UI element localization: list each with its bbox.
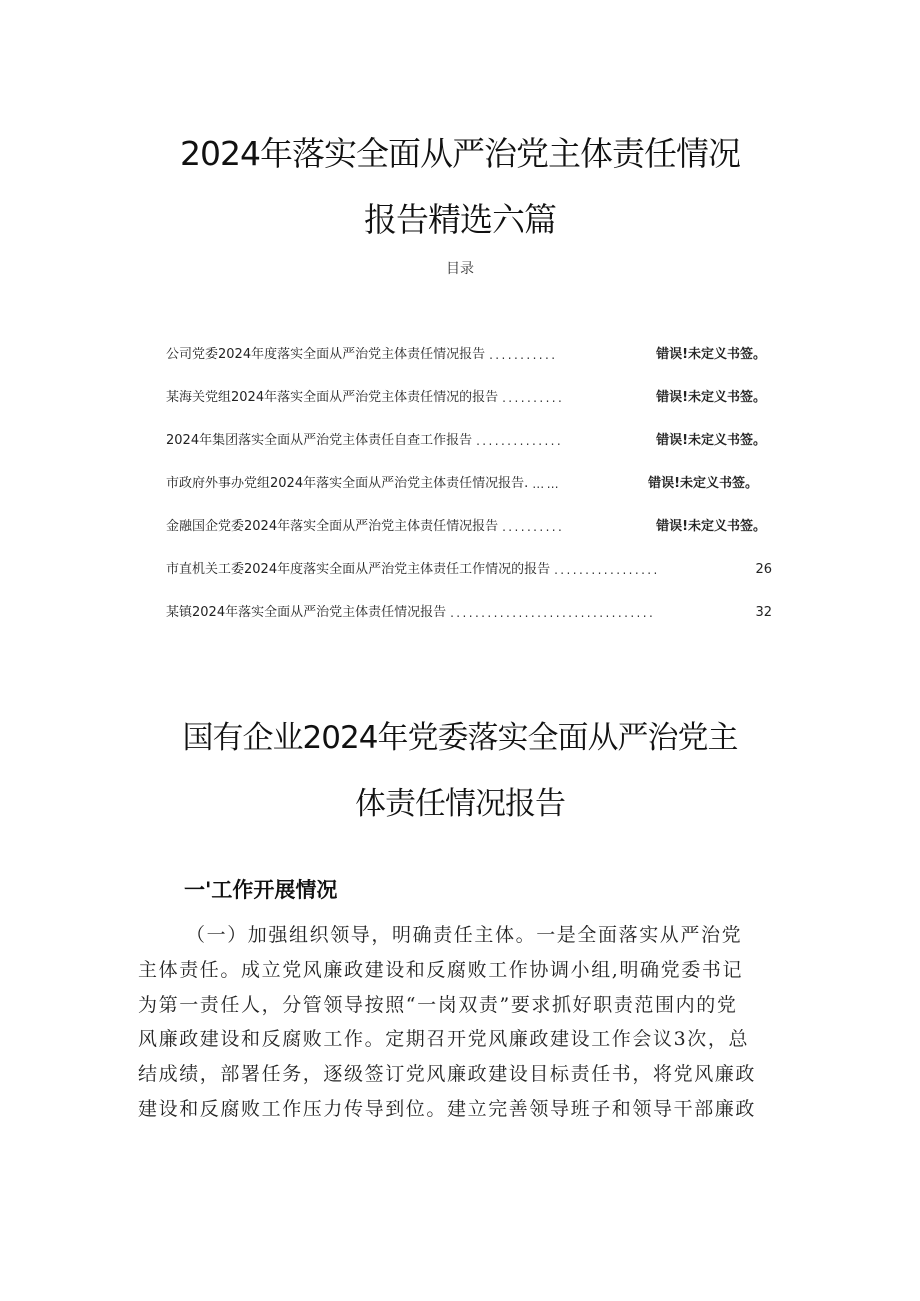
toc-entry[interactable] <box>166 426 766 448</box>
body-line: 风廉政建设和反腐败工作。定期召开党风廉政建设工作会议3次，总 <box>138 1028 750 1051</box>
section-title-line-2: 体责任情况报告 <box>355 786 565 822</box>
toc-heading: 目录 <box>446 261 474 277</box>
toc-entry[interactable] <box>166 383 766 405</box>
body-line: 为第一责任人，分管领导按照“一岗双责”要求抓好职责范围内的党 <box>138 993 738 1016</box>
body-line: （一）加强组织领导，明确责任主体。一是全面落实从严治党 <box>186 924 743 946</box>
section-title-line-1: 国有企业2024年党委落实全面从严治党主 <box>182 720 738 756</box>
toc-entry[interactable] <box>166 598 772 620</box>
toc-entry-leader: ................. <box>554 563 660 577</box>
body-line: 结成绩，部署任务，逐级签订党风廉政建设目标责任书，将党风廉政 <box>138 1063 757 1086</box>
toc-entry-label: 某海关党组2024年落实全面从严治党主体责任情况的报告 <box>166 390 499 405</box>
body-line: 主体责任。成立党风廉政建设和反腐败工作协调小组,明确党委书记 <box>138 958 744 981</box>
toc-entry-leader: ................................. <box>450 606 656 620</box>
toc-entry-page: 错误!未定义书签。 <box>656 347 766 362</box>
toc-entry[interactable] <box>166 469 758 491</box>
toc-entry-label: 金融国企党委2024年落实全面从严治党主体责任情况报告 <box>166 519 499 534</box>
toc-entry[interactable] <box>166 340 766 362</box>
toc-entry[interactable] <box>166 512 766 534</box>
toc-entry-page: 32 <box>755 605 772 620</box>
toc-entry-page: 26 <box>755 562 772 577</box>
toc-entry-leader: .......... <box>502 520 565 534</box>
body-line: 建设和反腐败工作压力传导到位。建立完善领导班子和领导干部廉政 <box>138 1097 757 1120</box>
toc-entry-leader: …… <box>532 477 562 491</box>
toc-entry-page: 错误!未定义书签。 <box>656 519 766 534</box>
toc-entry-label: 市政府外事办党组2024年落实全面从严治党主体责任情况报告. <box>166 476 529 491</box>
toc-entry-page: 错误!未定义书签。 <box>656 433 766 448</box>
toc-entry-leader: ........... <box>489 348 558 362</box>
toc-entry-label: 2024年集团落实全面从严治党主体责任自查工作报告 <box>166 433 473 448</box>
body-paragraph <box>138 918 786 1127</box>
section-heading: 一'工作开展情况 <box>184 878 338 902</box>
toc-entry-leader: .............. <box>476 434 564 448</box>
toc-entry-page: 错误!未定义书签。 <box>656 390 766 405</box>
document-title-line-2: 报告精选六篇 <box>364 200 556 239</box>
toc-entry-leader: .......... <box>502 391 565 405</box>
toc-entry-label: 公司党委2024年度落实全面从严治党主体责任情况报告 <box>166 347 486 362</box>
toc-entry-label: 某镇2024年落实全面从严治党主体责任情况报告 <box>166 605 447 620</box>
toc-entry-label: 市直机关工委2024年度落实全面从严治党主体责任工作情况的报告 <box>166 562 551 577</box>
document-title-line-1: 2024年落实全面从严治党主体责任情况 <box>180 134 740 173</box>
toc-entry-page: 错误!未定义书签。 <box>648 476 758 491</box>
toc-entry[interactable] <box>166 555 772 577</box>
